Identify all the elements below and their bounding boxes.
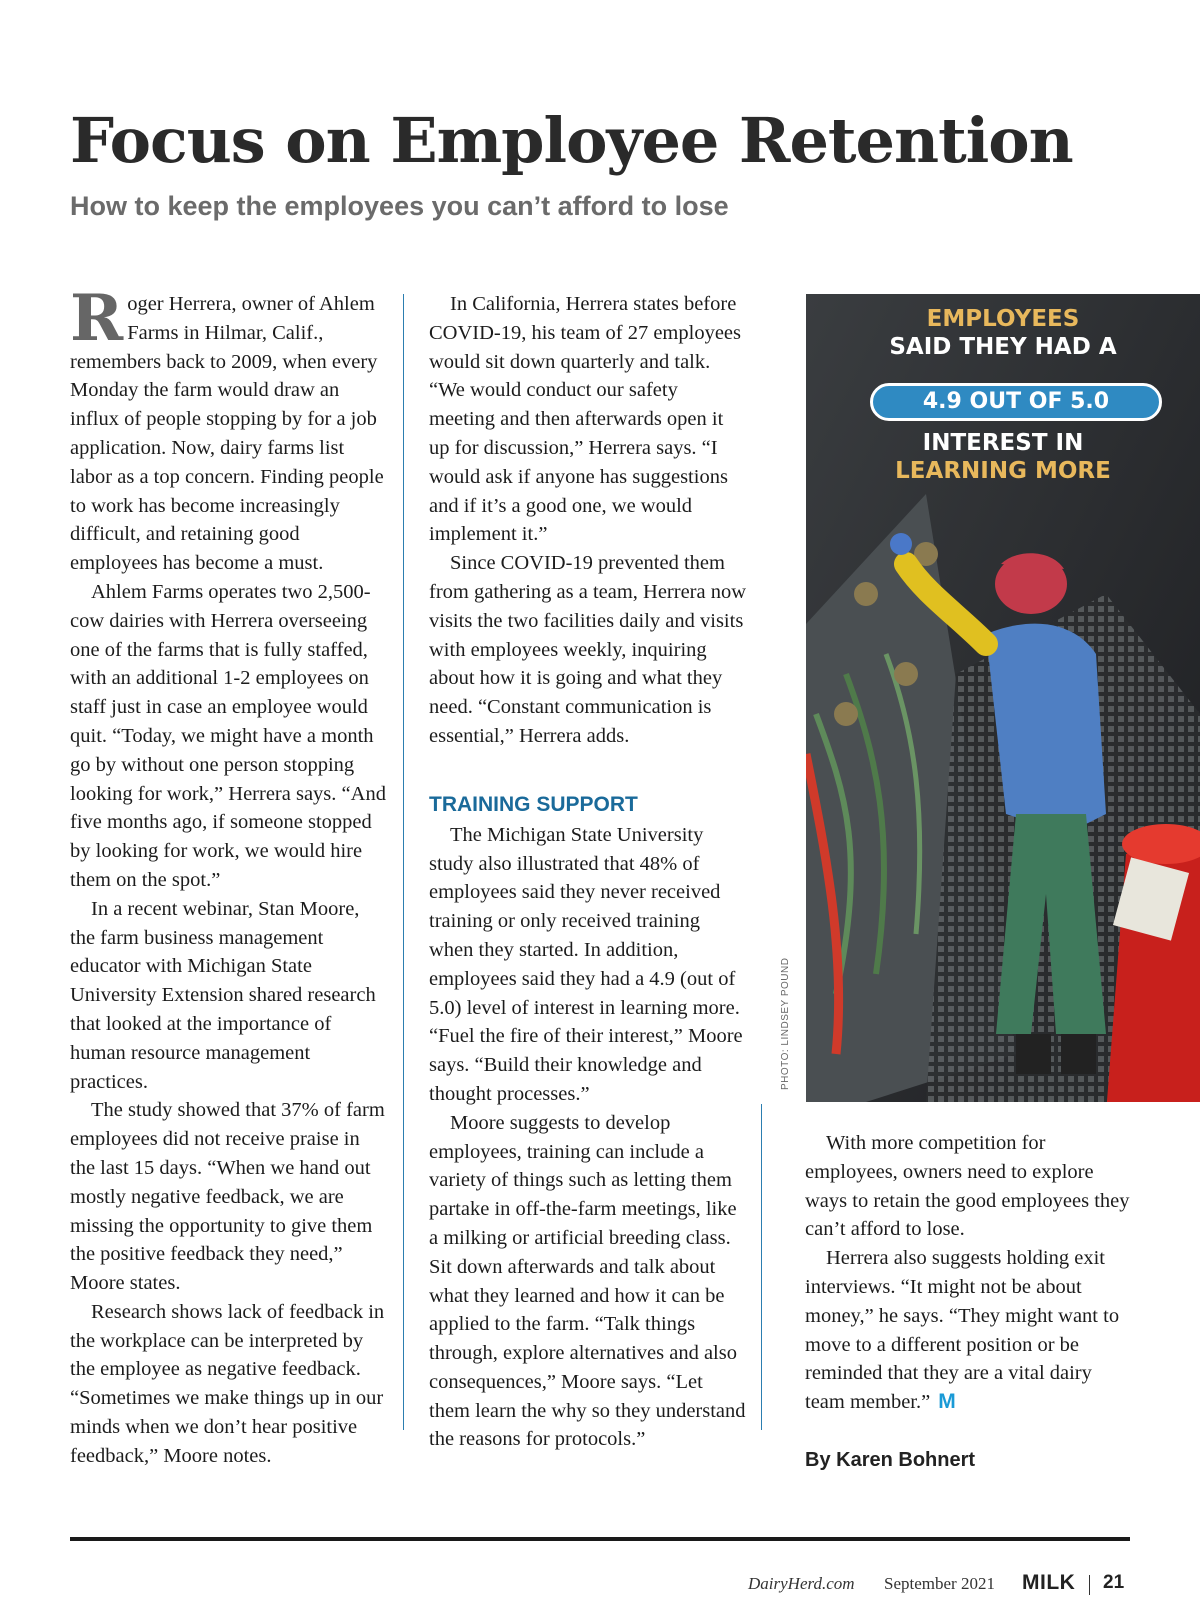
paragraph-text: oger Herrera, owner of Ahlem Farms in Hilmar, Calif., remembers back to 2009, when every Monday the farm would draw an influx of people stopping by for a job application. Now, dairy farms list labor as a top concern. Finding people to work has become increasingly difficult, and retaining good employees has become a must. (70, 293, 384, 575)
paragraph: The Michigan State University study also illustrated that 48% of employees said they never received training or only received training when they started. In addition, employees said they had a 4.9 (out of 5.0) level of interest in learning more. “Fuel the fire of their interest,” Moore says. “Build their knowledge and thought processes.” (429, 823, 743, 1105)
paragraph: Since COVID-19 prevented them from gathering as a team, Herrera now visits the two facilities daily and visits with employees weekly, inquiring about how it is going and what they need. “Constant communication is essential,” Herrera adds. (429, 552, 747, 747)
dairy-worker-photo (806, 294, 1200, 1102)
footer-separator (1089, 1575, 1090, 1595)
byline: By Karen Bohnert (805, 1449, 976, 1471)
article-column-3 (805, 1129, 1135, 1417)
paragraph: In California, Herrera states before COVID-19, his team of 27 employees would sit down quarterly and talk. “We would conduct our safety meeting and then afterwards open it up for discussion,” Herrera says. “I would ask if anyone has suggestions and if it’s a good one, we would implement it.” (429, 293, 741, 546)
headline: Focus on Employee Retention (70, 104, 1073, 177)
paragraph (805, 1244, 1135, 1417)
paragraph: Moore suggests to develop employees, training can include a variety of things such as letting them partake in off-the-farm meetings, like a milking or artificial breeding class. Sit down afterwards and talk about what they learned and how it can be applied to the farm. “Talk things through, explore alternatives and also consequences,” Moore says. “Let them learn the why so they understand the reasons for protocols.” (429, 1111, 746, 1451)
footer-date: September 2021 (884, 1574, 995, 1593)
paragraph-text: Herrera also suggests holding exit interviews. “It might not be about money,” he says. “They might want to move to a different position or be reminded that they are a vital dairy team member.” (805, 1247, 1120, 1414)
column-divider (761, 1104, 762, 1430)
callout-line: LEARNING MORE (895, 458, 1111, 484)
paragraph: Ahlem Farms operates two 2,500-cow dairies with Herrera overseeing one of the farms that is fully staffed, with an additional 1-2 employees on staff just in case an employee would quit. “Today, we might have a month go by without one person stopping looking for work,” Herrera says. “And five months ago, if someone stopped by looking for work, we would hire them on the spot.” (70, 580, 386, 891)
paragraph: Research shows lack of feedback in the workplace can be interpreted by the employee as negative feedback. “Sometimes we make things up in our minds when we don’t hear positive feedback,” Moore notes. (70, 1300, 385, 1467)
drop-cap: R (70, 281, 124, 356)
paragraph (70, 281, 388, 578)
section-subhead: TRAINING SUPPORT (429, 792, 638, 816)
article-column-1 (70, 281, 388, 1471)
footer-website: DairyHerd.com (748, 1574, 855, 1593)
footer-rule (70, 1537, 1130, 1541)
paragraph: With more competition for employees, owners need to explore ways to retain the good employees they can’t afford to lose. (805, 1132, 1130, 1241)
article-column-2 (429, 290, 747, 1454)
page-number: 21 (1103, 1572, 1125, 1593)
callout-line: INTEREST IN (922, 430, 1084, 456)
end-mark-logo: M (938, 1390, 956, 1414)
deck-subtitle: How to keep the employees you can’t afford to lose (70, 191, 729, 221)
paragraph: In a recent webinar, Stan Moore, the farm business management educator with Michigan State University Extension shared research that looked at the importance of human resource management practices. (70, 897, 376, 1093)
footer-brand-logo: MILK (1022, 1571, 1076, 1594)
callout-stat-pill: 4.9 OUT OF 5.0 (870, 383, 1162, 421)
photo-credit: PHOTO: LINDSEY POUND (780, 957, 791, 1090)
paragraph: The study showed that 37% of farm employees did not receive praise in the last 15 days. “When we hand out mostly negative feedback, we are missing the opportunity to give them the positive feedback they need,” Moore states. (70, 1099, 385, 1295)
callout-line: EMPLOYEES (926, 306, 1080, 332)
callout-line: SAID THEY HAD A (889, 334, 1117, 360)
column-divider (403, 294, 404, 1430)
